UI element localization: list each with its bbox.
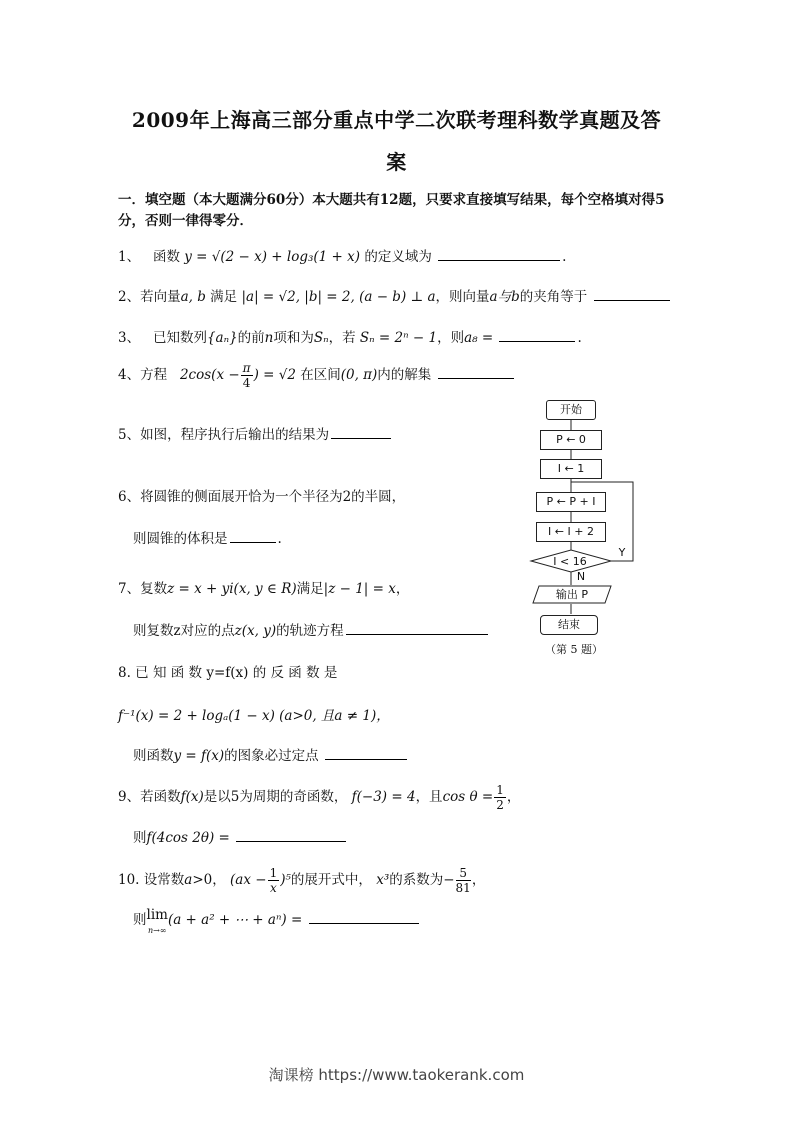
formula: Sₙ = 2ⁿ − 1: [359, 330, 438, 346]
question-10: 10. 设常数a>0， (ax − $\frac{1}{x}$ )⁵的展开式中， x³的系数为− $\frac{5}{81}$ ，: [118, 866, 486, 895]
question-5: 5、如图，程序执行后输出的结果为: [118, 423, 393, 443]
answer-blank: [236, 827, 346, 842]
fraction: $\frac{1}{2}$: [496, 783, 504, 812]
answer-blank: [331, 426, 391, 439]
flowchart-caption: （第 5 题）: [545, 643, 603, 656]
question-3: 3、 已知数列{aₙ}的前n项和为Sₙ，若 Sₙ = 2ⁿ − 1，则a₈ = .: [118, 326, 582, 346]
question-8: 8. 已 知 函 数 y=f(x) 的 反 函 数 是: [118, 665, 338, 681]
flowchart-output: 输出 P: [555, 588, 589, 601]
flowchart-start: 开始: [546, 400, 596, 420]
page-title-continued: 案: [386, 150, 407, 174]
flowchart-init-p: P ← 0: [540, 430, 602, 450]
fraction: $\frac{\pi}{4}$: [242, 361, 251, 390]
answer-blank: [438, 246, 560, 261]
section-heading: 一．填空题（本大题满分60分）本大题共有12题，只要求直接填写结果，每个空格填对得5分，否则一律得零分．: [118, 192, 665, 229]
question-9: 9、若函数f(x)是以5为周期的奇函数， f(−3) = 4，且cos θ = $\frac{1}{2}$ ，: [118, 783, 521, 812]
fraction: $\frac{5}{81}$: [455, 866, 471, 895]
question-6: 6、将圆锥的侧面展开恰为一个半径为2的半圆，: [118, 489, 406, 505]
footer-watermark: 淘课榜 https://www.taokerank.com: [268, 1066, 525, 1084]
flowchart-update-i: I ← I + 2: [536, 522, 606, 542]
formula: |a| = √2, |b| = 2, (a − b) ⊥ a: [241, 289, 436, 305]
flowchart-condition: I < 16: [553, 555, 587, 568]
question-7-line-2: 则复数z对应的点z(x, y)的轨迹方程: [133, 619, 490, 639]
answer-blank: [438, 364, 514, 379]
answer-blank: [325, 745, 407, 760]
formula: y = √(2 − x) + log₃(1 + x): [184, 249, 361, 265]
answer-blank: [346, 620, 488, 635]
question-9-line-2: 则f(4cos 2θ) =: [133, 826, 348, 846]
page-title: 2009年上海高三部分重点中学二次联考理科数学真题及答: [131, 108, 662, 132]
answer-blank: [499, 327, 575, 342]
answer-blank: [594, 286, 670, 301]
flowchart-end: 结束: [540, 615, 598, 635]
question-10-line-2: 则lim n→∞(a + a² + ⋯ + aⁿ) =: [133, 908, 421, 938]
answer-blank: [230, 528, 276, 543]
flowchart-update-p: P ← P + I: [536, 492, 606, 512]
flowchart-no-label: N: [576, 570, 586, 583]
fraction: $\frac{1}{x}$: [269, 866, 278, 895]
question-1: 1、 函数 y = √(2 − x) + log₃(1 + x) 的定义域为 .: [118, 245, 566, 265]
flowchart-yes-label: Y: [618, 546, 626, 559]
question-8-line-3: 则函数y = f(x)的图象必过定点: [133, 744, 409, 764]
question-6-line-2: 则圆锥的体积是 .: [133, 527, 282, 547]
flowchart-init-i: I ← 1: [540, 459, 602, 479]
answer-blank: [309, 909, 419, 924]
question-7: 7、复数z = x + yi(x, y ∈ R)满足|z − 1| = x，: [118, 581, 410, 597]
question-4: 4、方程 2cos(x − $\frac{\pi}{4}$ ) = √2 在区间(0, π)内的解集: [118, 361, 516, 390]
question-8-line-2: f⁻¹(x) = 2 + logₐ(1 − x) (a>0, 且a ≠ 1)，: [118, 708, 390, 724]
question-2: 2、若向量a, b 满足 |a| = √2, |b| = 2, (a − b) ⊥ a，则向量a与b的夹角等于: [118, 285, 672, 305]
